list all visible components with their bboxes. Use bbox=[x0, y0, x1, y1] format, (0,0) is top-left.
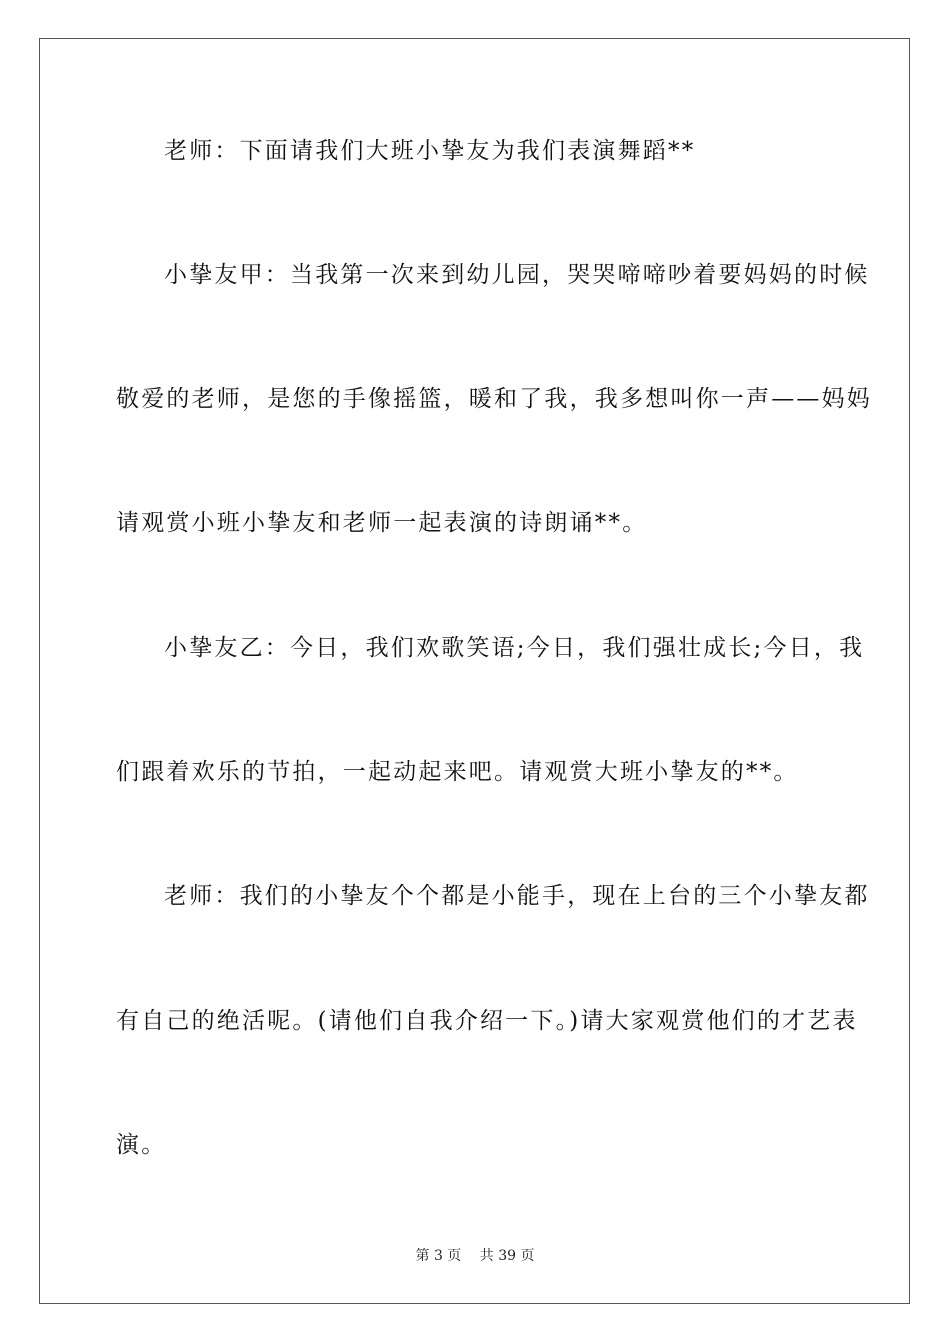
paragraph-line: 有自己的绝活呢。(请他们自我介绍一下。)请大家观赏他们的才艺表 bbox=[116, 1008, 858, 1034]
page-number: 第 3 页 bbox=[415, 1248, 462, 1264]
paragraph-line: 敬爱的老师，是您的手像摇篮，暖和了我，我多想叫你一声——妈妈 bbox=[116, 386, 872, 412]
paragraph-line: 老师：我们的小挚友个个都是小能手，现在上台的三个小挚友都 bbox=[164, 883, 870, 909]
page-frame bbox=[39, 38, 910, 1304]
page-total: 共 39 页 bbox=[479, 1248, 535, 1264]
paragraph-line: 演。 bbox=[116, 1132, 167, 1158]
page-footer bbox=[0, 1247, 950, 1265]
paragraph-line: 小挚友甲：当我第一次来到幼儿园，哭哭啼啼吵着要妈妈的时候 bbox=[164, 262, 870, 288]
paragraph-line: 老师：下面请我们大班小挚友为我们表演舞蹈** bbox=[164, 138, 696, 164]
paragraph-line: 请观赏小班小挚友和老师一起表演的诗朗诵**。 bbox=[116, 510, 648, 536]
paragraph-line: 们跟着欢乐的节拍，一起动起来吧。请观赏大班小挚友的**。 bbox=[116, 759, 799, 785]
paragraph-line: 小挚友乙：今日，我们欢歌笑语;今日，我们强壮成长;今日，我 bbox=[164, 635, 865, 661]
